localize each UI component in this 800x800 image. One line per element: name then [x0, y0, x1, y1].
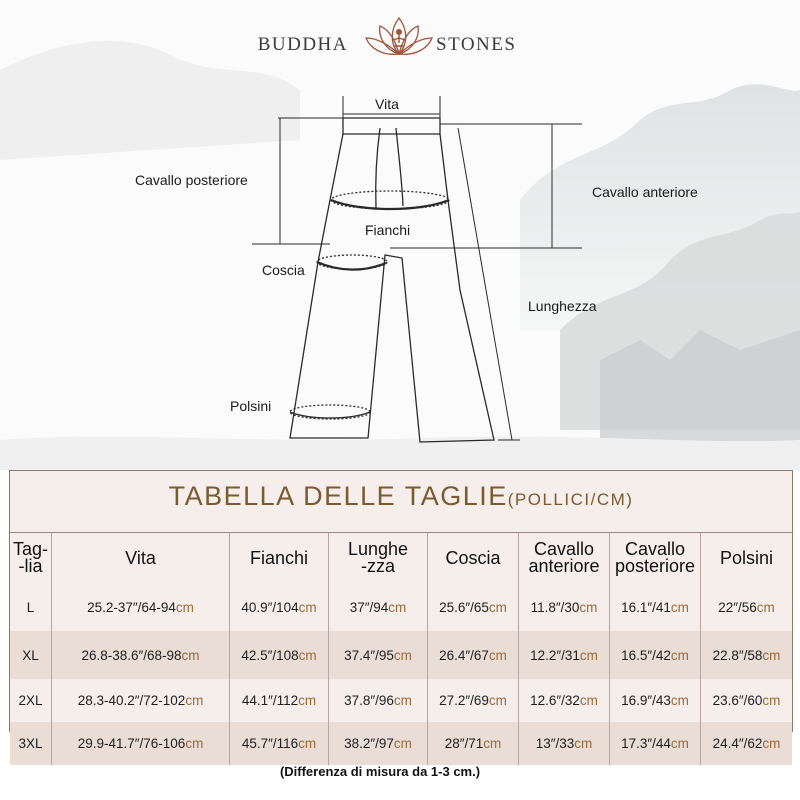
cell-lunghezza: 37.4″/95 cm [329, 631, 428, 679]
unit-label: cm [488, 647, 507, 663]
cell-coscia: 26.4″/67 cm [428, 631, 519, 679]
header-cell: Cavallo posteriore [610, 533, 701, 583]
label-vita: Vita [375, 96, 399, 112]
label-cavallo-anteriore: Cavallo anteriore [592, 184, 698, 200]
cell-coscia: 28″/71 cm [428, 722, 519, 765]
drawstring-right [396, 128, 403, 206]
table-row [10, 679, 792, 722]
cell-cav_post: 16.1″/41 cm [610, 583, 701, 631]
unit-label: cm [393, 693, 412, 708]
cell-cav_post: 16.5″/42 cm [610, 631, 701, 679]
cell-cav_ant: 12.2″/31 cm [519, 631, 610, 679]
cell-vita: 28.3-40.2″/72-102 cm [52, 679, 230, 722]
cell-cav_post: 16.9″/43 cm [610, 679, 701, 722]
header-cell: Lunghe -zza [329, 533, 428, 583]
drawstring-left [376, 128, 380, 208]
cell-polsini: 22″/56 cm [718, 599, 775, 615]
unit-label: cm [393, 647, 412, 663]
label-cavallo-posteriore: Cavallo posteriore [135, 172, 248, 188]
unit-label: cm [574, 736, 593, 751]
header-cell: Tag- -lia [10, 533, 52, 583]
waistband [343, 118, 440, 134]
table-title: TABELLA DELLE TAGLIE(POLLICI/CM) [168, 481, 634, 511]
unit-label: cm [756, 599, 775, 615]
pants-outline [290, 134, 494, 442]
cell-size: 2XL [10, 679, 52, 722]
header-cell: Cavallo anteriore [519, 533, 610, 583]
table-row [10, 722, 792, 765]
cell-fianchi: 45.7″/116 cm [230, 722, 329, 765]
unit-label: cm [579, 647, 598, 663]
unit-label: cm [483, 736, 502, 751]
label-lunghezza: Lunghezza [528, 298, 597, 314]
size-table [9, 470, 793, 751]
unit-label: cm [298, 736, 317, 751]
unit-label: cm [185, 736, 204, 751]
label-coscia: Coscia [262, 262, 305, 278]
header-cell: Fianchi [230, 533, 329, 583]
size-grid [10, 532, 792, 751]
header-cell: Polsini [719, 547, 774, 568]
unit-label: cm [579, 599, 598, 615]
table-row [10, 631, 792, 679]
unit-label: cm [298, 647, 317, 663]
cell-coscia: 27.2″/69 cm [428, 679, 519, 722]
cell-cav_ant: 12.6″/32 cm [519, 679, 610, 722]
cell-cav_post: 17.3″/44 cm [610, 722, 701, 765]
cell-polsini: 24.4″/62 cm [712, 736, 781, 751]
cell-polsini: 23.6″/60 cm [712, 693, 781, 708]
unit-label: cm [670, 599, 689, 615]
cell-fianchi: 40.9″/104 cm [230, 583, 329, 631]
brand-name-right: STONES [436, 34, 517, 55]
cell-cav_ant: 11.8″/30 cm [519, 583, 610, 631]
unit-label: cm [393, 736, 412, 751]
cell-size: XL [10, 631, 52, 679]
cell-fianchi: 44.1″/112 cm [230, 679, 329, 722]
header-cell: Coscia [428, 533, 519, 583]
unit-label: cm [670, 693, 689, 708]
unit-label: cm [388, 599, 407, 615]
unit-label: cm [488, 693, 507, 708]
cell-lunghezza: 37.8″/96 cm [329, 679, 428, 722]
cuff-ellipse [290, 405, 370, 419]
unit-label: cm [762, 736, 781, 751]
unit-label: cm [298, 693, 317, 708]
cell-size: L [10, 583, 52, 631]
cell-vita: 29.9-41.7″/76-106 cm [52, 722, 230, 765]
table-row [10, 583, 792, 631]
unit-label: cm [185, 693, 204, 708]
length-dimension-line [458, 128, 512, 440]
label-fianchi: Fianchi [365, 222, 411, 238]
hip-line [331, 200, 449, 209]
table-header-row [10, 533, 792, 583]
cell-lunghezza: 37″/94 cm [329, 583, 428, 631]
unit-label: cm [762, 647, 781, 663]
unit-label: cm [670, 647, 689, 663]
unit-label: cm [670, 736, 689, 751]
table-subtitle: (POLLICI/CM) [507, 490, 634, 509]
brand-name-left: BUDDHA [257, 34, 348, 55]
cell-polsini: 22.8″/58 cm [712, 647, 781, 663]
cell-vita: 26.8-38.6″/68-98 cm [52, 631, 230, 679]
unit-label: cm [762, 693, 781, 708]
measurement-note: (Differenza di misura da 1-3 cm.) [279, 764, 481, 779]
label-polsini: Polsini [230, 398, 272, 414]
unit-label: cm [298, 599, 317, 615]
unit-label: cm [579, 693, 598, 708]
unit-label: cm [175, 599, 194, 615]
cell-fianchi: 42.5″/108 cm [230, 631, 329, 679]
cell-coscia: 25.6″/65 cm [428, 583, 519, 631]
cell-vita: 25.2-37″/64-94 cm [52, 583, 230, 631]
cell-cav_ant: 13″/33 cm [519, 722, 610, 765]
cell-lunghezza: 38.2″/97 cm [329, 722, 428, 765]
unit-label: cm [181, 647, 200, 663]
header-cell: Vita [52, 533, 230, 583]
cell-size: 3XL [10, 722, 52, 765]
unit-label: cm [488, 599, 507, 615]
